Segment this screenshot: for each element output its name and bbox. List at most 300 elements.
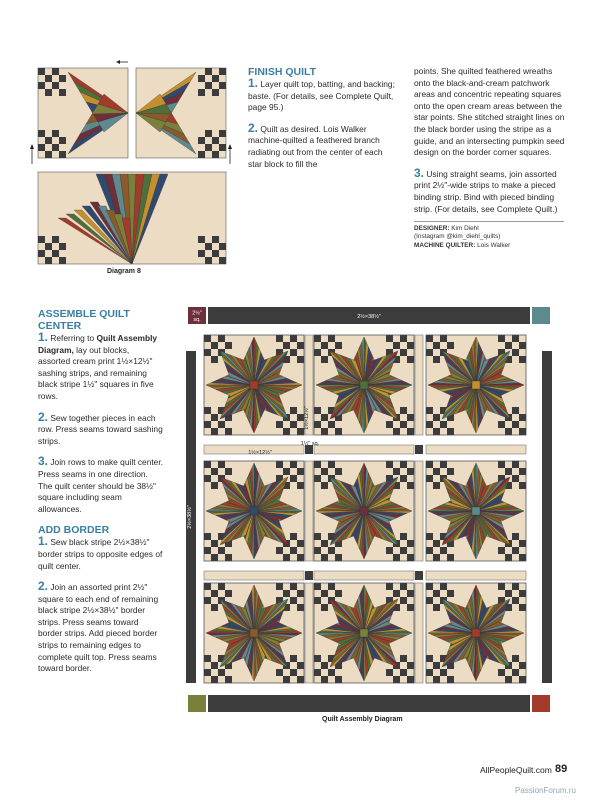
checker-square <box>211 414 218 421</box>
checker-square <box>283 428 290 435</box>
checker-square <box>386 461 393 468</box>
checker-square <box>426 461 433 468</box>
checker-square <box>519 662 526 669</box>
checker-square <box>283 468 290 475</box>
checker-square <box>204 407 211 414</box>
designer-name: Kim Diehl <box>451 225 479 233</box>
bottom-border-strip <box>208 695 530 712</box>
horizontal-sash-strip <box>314 445 414 454</box>
checker-square <box>505 676 512 683</box>
assemble-section <box>38 308 163 684</box>
horizontal-sash-label: 1½×12½" <box>248 450 272 456</box>
checker-square <box>512 421 519 428</box>
checker-square <box>426 421 433 428</box>
block-center <box>250 507 258 515</box>
checker-square <box>519 356 526 363</box>
corner-label-size: 2½" <box>192 310 202 317</box>
checker-square <box>211 482 218 489</box>
checker-square <box>426 597 433 604</box>
checker-square <box>400 335 407 342</box>
arrow-up-icon <box>228 144 232 164</box>
finish-step-2-text: Quilt as desired. Lois Walker machine-quilted a feathered branch radiating out from the center of each star block to fill the <box>248 123 383 169</box>
checker-square <box>400 349 407 356</box>
checker-square <box>400 583 407 590</box>
checker-square <box>290 547 297 554</box>
checker-square <box>290 655 297 662</box>
block-center <box>360 507 368 515</box>
checker-square <box>400 461 407 468</box>
checker-square <box>314 421 321 428</box>
checker-square <box>321 414 328 421</box>
checker-square <box>219 130 226 137</box>
checker-square <box>426 583 433 590</box>
star-block <box>426 583 526 683</box>
checker-square <box>400 421 407 428</box>
block-center <box>472 507 480 515</box>
horizontal-sash-strip <box>314 571 414 580</box>
checker-square <box>426 475 433 482</box>
checker-square <box>400 407 407 414</box>
checker-square <box>211 604 218 611</box>
checker-square <box>290 583 297 590</box>
block-center <box>472 381 480 389</box>
checker-square <box>447 590 454 597</box>
checker-square <box>219 82 226 89</box>
checker-square <box>407 414 414 421</box>
checker-square <box>433 554 440 561</box>
star-block <box>426 335 526 435</box>
checker-square <box>498 583 505 590</box>
checker-square <box>440 461 447 468</box>
star-block <box>314 583 414 683</box>
star-block <box>314 461 414 561</box>
checker-square <box>45 257 52 264</box>
checker-square <box>204 349 211 356</box>
checker-square <box>519 676 526 683</box>
cornerstone-square <box>305 571 313 580</box>
checker-square <box>407 676 414 683</box>
checker-square <box>328 335 335 342</box>
checker-square <box>218 583 225 590</box>
star-block <box>314 335 414 435</box>
checker-square <box>512 669 519 676</box>
checker-square <box>276 547 283 554</box>
cornerstone-square <box>415 571 423 580</box>
checker-square <box>198 89 205 96</box>
checker-square <box>204 475 211 482</box>
checker-square <box>219 243 226 250</box>
checker-square <box>433 590 440 597</box>
checker-square <box>407 554 414 561</box>
checker-square <box>498 461 505 468</box>
checker-square <box>218 547 225 554</box>
checker-square <box>426 335 433 342</box>
checker-square <box>218 421 225 428</box>
checker-square <box>45 89 52 96</box>
checker-square <box>426 349 433 356</box>
checker-square <box>52 82 59 89</box>
checker-square <box>211 676 218 683</box>
checker-square <box>335 342 342 349</box>
checker-square <box>400 655 407 662</box>
checker-square <box>219 68 226 75</box>
checker-square <box>290 461 297 468</box>
vertical-sash-strip <box>415 461 423 561</box>
checker-square <box>447 554 454 561</box>
checker-square <box>212 89 219 96</box>
checker-square <box>45 75 52 82</box>
checker-square <box>321 676 328 683</box>
checker-square <box>59 75 66 82</box>
checker-square <box>407 482 414 489</box>
horizontal-sash-strip <box>426 445 526 454</box>
checker-square <box>211 342 218 349</box>
horizontal-sash-strip <box>426 571 526 580</box>
finish-step-1-text: Layer quilt top, batting, and backing; baste. (For details, see Complete Quilt, page 95.) <box>248 79 395 113</box>
checker-square <box>276 669 283 676</box>
checker-square <box>38 250 45 257</box>
checker-square <box>505 342 512 349</box>
checker-square <box>204 461 211 468</box>
checker-square <box>519 428 526 435</box>
checker-square <box>505 590 512 597</box>
checker-square <box>321 468 328 475</box>
checker-square <box>440 583 447 590</box>
checker-square <box>52 236 59 243</box>
partial-block <box>38 68 128 158</box>
checker-square <box>52 144 59 151</box>
checker-square <box>276 583 283 590</box>
checker-square <box>297 540 304 547</box>
checker-square <box>519 468 526 475</box>
block-center <box>250 629 258 637</box>
checker-square <box>211 540 218 547</box>
checker-square <box>447 676 454 683</box>
checker-square <box>426 669 433 676</box>
checker-square <box>297 342 304 349</box>
checker-square <box>212 137 219 144</box>
checker-square <box>433 468 440 475</box>
assemble-step-3-text: Join rows to make quilt center. Press seams in one direction. The quilt center should be 38½" square including seam allowances. <box>38 457 163 514</box>
checker-square <box>328 547 335 554</box>
checker-square <box>290 349 297 356</box>
checker-square <box>328 461 335 468</box>
star-block <box>204 583 304 683</box>
checker-square <box>433 414 440 421</box>
credits <box>414 221 564 250</box>
vertical-sash-strip <box>415 583 423 683</box>
diagram-8-caption: Diagram 8 <box>107 268 141 275</box>
checker-square <box>297 428 304 435</box>
checker-square <box>297 604 304 611</box>
checker-square <box>519 482 526 489</box>
checker-square <box>314 583 321 590</box>
designer-instagram: (Instagram @kim_diehl_quilts) <box>414 233 501 241</box>
checker-square <box>38 82 45 89</box>
checker-square <box>204 583 211 590</box>
star-block <box>204 335 304 435</box>
assemble-step-3: 3. Join rows to make quilt center. Press seams in one direction. The quilt center should be 38½" square including seam allowances. <box>38 454 163 514</box>
checker-square <box>512 407 519 414</box>
checker-square <box>447 468 454 475</box>
checker-square <box>297 662 304 669</box>
checker-square <box>314 349 321 356</box>
checker-square <box>386 421 393 428</box>
block-center <box>360 629 368 637</box>
checker-square <box>211 356 218 363</box>
checker-square <box>321 590 328 597</box>
checker-square <box>335 590 342 597</box>
checker-square <box>59 151 66 158</box>
block-center <box>472 629 480 637</box>
checker-square <box>276 461 283 468</box>
checker-square <box>276 335 283 342</box>
assemble-step-1-post: lay out blocks, assorted cream print 1½×12½" sashing strips, and remaining black stripe 1½" squares in five rows. <box>38 344 154 401</box>
checker-square <box>321 540 328 547</box>
checker-square <box>519 414 526 421</box>
side-strip-label: 2½×38½" <box>187 505 193 529</box>
checker-square <box>52 68 59 75</box>
checker-square <box>297 554 304 561</box>
checker-square <box>205 243 212 250</box>
checker-square <box>400 475 407 482</box>
checker-square <box>204 597 211 604</box>
assemble-step-2: 2. Sew together pieces in each row. Press seams toward sashing strips. <box>38 409 163 446</box>
checker-square <box>407 590 414 597</box>
checker-square <box>290 533 297 540</box>
corner-square <box>532 695 550 712</box>
checker-square <box>38 236 45 243</box>
checker-square <box>219 257 226 264</box>
checker-square <box>45 151 52 158</box>
checker-square <box>52 130 59 137</box>
checker-square <box>211 468 218 475</box>
checker-square <box>59 243 66 250</box>
checker-square <box>386 335 393 342</box>
checker-square <box>519 342 526 349</box>
assemble-step-1: 1. Referring to Quilt Assembly Diagram, lay out blocks, assorted cream print 1½×12½" sashing strips, and remaining black stripe 1½" squares in five rows. <box>38 330 158 401</box>
checker-square <box>198 151 205 158</box>
checker-square <box>512 597 519 604</box>
checker-square <box>204 547 211 554</box>
checker-square <box>321 662 328 669</box>
checker-square <box>225 428 232 435</box>
checker-square <box>426 547 433 554</box>
checker-square <box>59 89 66 96</box>
checker-square <box>290 335 297 342</box>
checker-square <box>314 461 321 468</box>
checker-square <box>335 554 342 561</box>
checker-square <box>290 669 297 676</box>
checker-square <box>45 137 52 144</box>
checker-square <box>297 414 304 421</box>
checker-square <box>212 236 219 243</box>
checker-square <box>290 597 297 604</box>
top-strip-label: 2½×38½" <box>357 314 381 320</box>
finish-quilt-continued <box>414 66 566 250</box>
checker-square <box>400 533 407 540</box>
checker-square <box>314 475 321 482</box>
checker-square <box>297 676 304 683</box>
checker-square <box>393 342 400 349</box>
assemble-step-1-pre: Referring to <box>50 333 97 343</box>
checker-square <box>211 554 218 561</box>
checker-square <box>433 356 440 363</box>
checker-square <box>219 144 226 151</box>
checker-square <box>433 482 440 489</box>
checker-square <box>204 655 211 662</box>
checker-square <box>400 597 407 604</box>
checker-square <box>38 68 45 75</box>
checker-square <box>407 662 414 669</box>
finish-step-3: 3. Using straight seams, join assorted print 2½"-wide strips to make a pieced binding strip. Bind with pieced binding strip. (For details, see Complete Quilt.) <box>414 165 558 214</box>
checker-square <box>440 335 447 342</box>
checker-square <box>225 342 232 349</box>
checker-square <box>426 655 433 662</box>
checker-square <box>519 554 526 561</box>
checker-square <box>204 335 211 342</box>
assemble-step-1-bold: Quilt Assembly Diagram, <box>38 333 158 355</box>
checker-square <box>512 475 519 482</box>
checker-square <box>393 590 400 597</box>
assemble-step-2-text: Sew together pieces in each row. Press seams toward sashing strips. <box>38 412 163 446</box>
checker-square <box>498 669 505 676</box>
checker-square <box>386 547 393 554</box>
corner-square <box>532 307 550 324</box>
border-step-1: 1. Sew black stripe 2½×38½" border strips to opposite edges of quilt center. <box>38 534 163 571</box>
page-number: 89 <box>555 763 568 775</box>
checker-square <box>505 468 512 475</box>
checker-square <box>297 482 304 489</box>
checker-square <box>512 349 519 356</box>
vertical-sash-label: 1½×12½" <box>304 406 310 430</box>
checker-square <box>512 583 519 590</box>
checker-square <box>205 68 212 75</box>
checker-square <box>314 547 321 554</box>
corner-square <box>188 695 206 712</box>
checker-square <box>407 356 414 363</box>
finish-step-1: 1. Layer quilt top, batting, and backing; baste. (For details, see Complete Quilt, page 95.) <box>248 76 395 113</box>
checker-square <box>400 547 407 554</box>
checker-square <box>297 468 304 475</box>
finish-step-2: 2. Quilt as desired. Lois Walker machine-quilted a feathered branch radiating out from the center of each star block to fill the <box>248 120 383 169</box>
checker-square <box>407 540 414 547</box>
checker-square <box>45 243 52 250</box>
checker-square <box>321 554 328 561</box>
checker-square <box>440 669 447 676</box>
checker-square <box>205 144 212 151</box>
checker-square <box>283 590 290 597</box>
cornerstone-square <box>415 445 423 454</box>
checker-square <box>204 669 211 676</box>
checker-square <box>314 335 321 342</box>
checker-square <box>400 669 407 676</box>
checker-square <box>447 428 454 435</box>
finish-step-2-continued: points. She quilted feathered wreaths onto the black-and-cream patchwork areas and concentric repeating squares onto the open cream areas between the star points. She stitched straight lines on the black border using the stripe as a guide, and an intersecting pumpkin seed design on the border corner squares. <box>414 66 565 158</box>
checker-square <box>447 342 454 349</box>
checker-square <box>321 356 328 363</box>
checker-square <box>314 533 321 540</box>
checker-square <box>314 407 321 414</box>
checker-square <box>328 421 335 428</box>
quilter-label: MACHINE QUILTER: <box>414 241 476 249</box>
checker-square <box>407 468 414 475</box>
checker-square <box>297 590 304 597</box>
checker-square <box>498 547 505 554</box>
checker-square <box>212 250 219 257</box>
checker-square <box>433 342 440 349</box>
checker-square <box>393 428 400 435</box>
checker-square <box>290 421 297 428</box>
checker-square <box>386 583 393 590</box>
finish-quilt-section <box>248 66 398 179</box>
checker-square <box>393 676 400 683</box>
checker-square <box>204 533 211 540</box>
finish-step-3-text: Using straight seams, join assorted print 2½"-wide strips to make a pieced binding strip. Bind with pieced binding strip. (For details, see Complete Quilt.) <box>414 168 558 214</box>
checker-square <box>212 75 219 82</box>
assembly-caption: Quilt Assembly Diagram <box>322 716 403 723</box>
vertical-sash-strip <box>305 461 313 561</box>
vertical-sash-strip <box>305 583 313 683</box>
checker-square <box>505 428 512 435</box>
checker-square <box>225 554 232 561</box>
partial-block <box>136 68 226 158</box>
checker-square <box>38 144 45 151</box>
border-step-2: 2. Join an assorted print 2½" square to each end of remaining black stripe 2½×38½" border strips. Press seams toward border strips. Add pieced border strips to remaining edges to complete quilt top. Press seams toward border. <box>38 579 159 674</box>
checker-square <box>505 554 512 561</box>
checker-square <box>433 428 440 435</box>
block-center <box>250 381 258 389</box>
checker-square <box>59 257 66 264</box>
checker-square <box>205 82 212 89</box>
border-step-1-text: Sew black stripe 2½×38½" border strips to opposite edges of quilt center. <box>38 537 163 571</box>
checker-square <box>59 137 66 144</box>
arrow-up-icon <box>30 144 34 164</box>
checker-square <box>198 137 205 144</box>
checker-square <box>335 428 342 435</box>
checker-square <box>218 669 225 676</box>
checker-square <box>335 468 342 475</box>
checker-square <box>225 676 232 683</box>
checker-square <box>198 236 205 243</box>
checker-square <box>512 335 519 342</box>
checker-square <box>512 461 519 468</box>
checker-square <box>433 676 440 683</box>
checker-square <box>204 421 211 428</box>
checker-square <box>290 407 297 414</box>
checker-square <box>433 540 440 547</box>
checker-square <box>314 655 321 662</box>
checker-square <box>321 482 328 489</box>
checker-square <box>314 669 321 676</box>
checker-square <box>386 669 393 676</box>
checker-square <box>225 468 232 475</box>
checker-square <box>283 342 290 349</box>
star-block <box>426 461 526 561</box>
checker-square <box>433 604 440 611</box>
corner-label-sq: sq. <box>193 317 201 323</box>
checker-square <box>276 421 283 428</box>
checker-square <box>205 130 212 137</box>
checker-square <box>519 590 526 597</box>
quilt-assembly-diagram <box>186 305 552 713</box>
designer-label: DESIGNER: <box>414 225 450 233</box>
checker-square <box>512 533 519 540</box>
checker-square <box>498 421 505 428</box>
diagram-8 <box>28 52 238 267</box>
checker-square <box>38 130 45 137</box>
checker-square <box>321 342 328 349</box>
